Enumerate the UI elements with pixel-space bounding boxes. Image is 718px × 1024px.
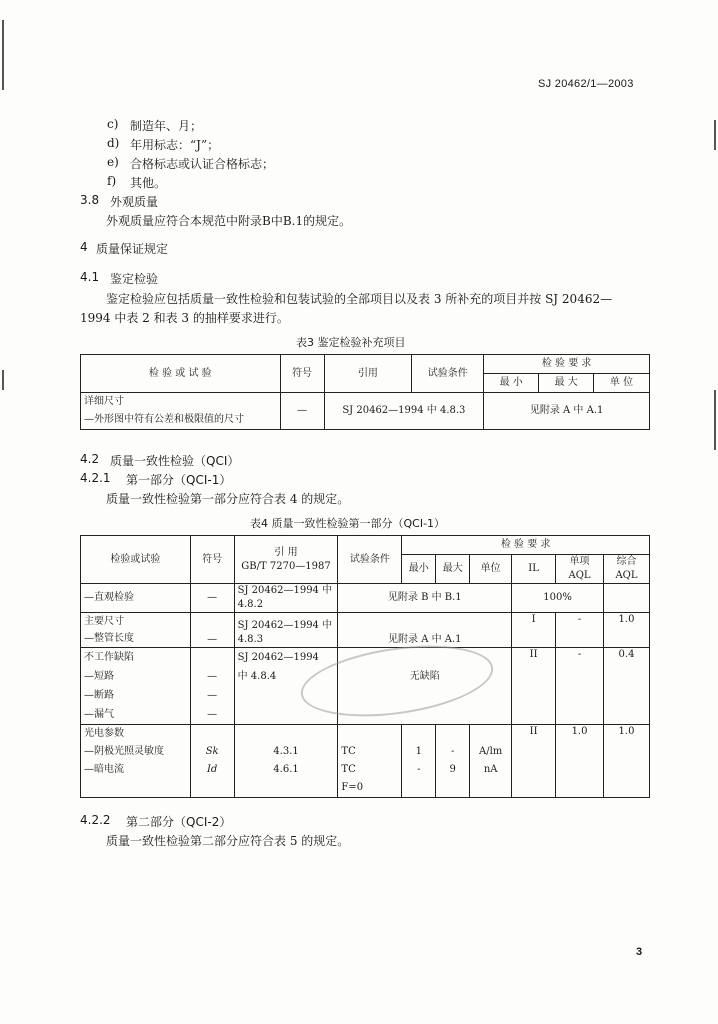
cell-text: 不工作缺陷	[84, 652, 134, 663]
table-cell: 见附录 B 中 B.1	[338, 584, 512, 613]
table-cell	[190, 648, 234, 725]
cell-text: TC	[341, 746, 356, 757]
table-cell	[81, 393, 281, 430]
cell-text: -	[451, 746, 455, 757]
cell-text: 4.3.1	[273, 746, 299, 757]
cell-text: AQL	[615, 570, 638, 581]
paragraph: 1994 中表 2 和表 3 的抽样要求进行。	[80, 311, 289, 325]
table-cell: —直观检验	[81, 584, 191, 613]
table-cell: 见附录 A 中 A.1	[484, 393, 650, 430]
header-cell: 最 小	[484, 374, 539, 393]
header-cell: 检 验 要 求	[484, 355, 650, 374]
paragraph: 质量一致性检验第二部分应符合表 5 的规定。	[106, 834, 350, 848]
table-cell	[338, 725, 402, 798]
header-cell	[234, 536, 338, 584]
cell-text: —	[207, 709, 218, 720]
scan-edge-mark	[714, 390, 716, 450]
section-number: 4	[80, 240, 88, 254]
header-cell: 试验条件	[412, 355, 484, 393]
scan-edge-mark	[714, 120, 716, 150]
cell-text: —短路	[84, 671, 114, 682]
list-mark: c)	[107, 117, 119, 131]
section-number: 3.8	[80, 193, 100, 207]
section-title: 外观质量	[110, 195, 159, 209]
page-number: 3	[636, 946, 643, 958]
paragraph: 鉴定检验应包括质量一致性检验和包装试验的全部项目以及表 3 所补充的项目并按 SJ 20462—	[106, 292, 613, 306]
cell-text: A/lm	[479, 746, 503, 757]
table-cell: II	[512, 648, 556, 725]
cell-text: —漏气	[84, 709, 114, 720]
cell-text: —	[207, 690, 218, 701]
table-cell	[470, 725, 512, 798]
cell-text: —暗电流	[84, 764, 124, 775]
cell-text: —外形图中符有公差和极限值的尺寸	[84, 414, 244, 425]
header-cell: 检验或试验	[81, 536, 191, 584]
cell-text: SJ 20462—1994	[237, 652, 319, 663]
table-cell	[81, 648, 191, 725]
table-cell	[81, 725, 191, 798]
scan-edge-mark	[2, 370, 4, 390]
cell-text: 4.6.1	[273, 764, 299, 775]
cell-text: 9	[449, 764, 456, 775]
cell-text: 光电参数	[84, 728, 124, 739]
cell-text: 引 用	[274, 546, 298, 558]
table-cell: 0.4	[603, 648, 649, 725]
header-cell: 单位	[470, 555, 512, 584]
cell-text: —整管长度	[84, 633, 134, 644]
header-cell	[556, 555, 604, 584]
cell-text: 综合	[616, 556, 637, 567]
table-cell: 1.0	[603, 725, 649, 798]
cell-text: —	[207, 671, 218, 682]
list-item: 合格标志或认证合格标志；	[130, 157, 275, 171]
cell-text: 主要尺寸	[84, 616, 124, 627]
cell-text: Sk	[205, 746, 219, 757]
table-caption: 表4 质量一致性检验第一部分（QCI-1）	[250, 517, 446, 530]
table-cell: SJ 20462—1994 中 4.8.3	[324, 393, 484, 430]
paragraph: 外观质量应符合本规范中附录B中B.1的规定。	[106, 214, 352, 228]
cell-text: Id	[206, 764, 218, 775]
cell-text: —阴极光照灵敏度	[84, 746, 164, 757]
table-cell: 1.0	[603, 613, 649, 648]
header-cell: 单 位	[594, 374, 650, 393]
table-cell: I	[512, 613, 556, 648]
table-cell	[402, 725, 436, 798]
header-cell: 最 大	[539, 374, 594, 393]
header-cell	[603, 555, 649, 584]
table-cell: —	[190, 584, 234, 613]
standard-number: SJ 20462/1—2003	[538, 78, 634, 90]
list-mark: d)	[107, 136, 120, 150]
table-cell	[234, 725, 338, 798]
section-number: 4.2	[80, 452, 100, 466]
header-cell: 符号	[280, 355, 324, 393]
cell-text: 单项	[569, 556, 590, 567]
header-cell: 最大	[436, 555, 470, 584]
section-title: 第二部分（QCI-2）	[126, 815, 232, 829]
section-title: 鉴定检验	[110, 272, 159, 286]
cell-text: AQL	[568, 570, 591, 581]
cell-text: 1	[415, 746, 422, 757]
table-cell: —	[190, 613, 234, 648]
section-number: 4.2.1	[80, 471, 111, 485]
header-cell: 符号	[190, 536, 234, 584]
table-3	[80, 354, 650, 430]
table-caption: 表3 鉴定检验补充项目	[296, 336, 406, 349]
table-cell: -	[556, 648, 604, 725]
cell-text: F=0	[341, 782, 364, 793]
table-cell: 100%	[512, 584, 604, 613]
cell-text: 中 4.8.4	[237, 671, 277, 682]
header-cell: 检 验 要 求	[402, 536, 650, 555]
table-cell	[81, 613, 191, 648]
section-title: 第一部分（QCI-1）	[126, 473, 232, 487]
list-item: 制造年、月；	[130, 119, 203, 133]
list-item: 其他。	[130, 176, 167, 190]
section-title: 质量一致性检验（QCI）	[110, 454, 240, 468]
table-cell	[603, 584, 649, 613]
table-cell: SJ 20462—1994 中 4.8.2	[234, 584, 338, 613]
table-cell: 1.0	[556, 725, 604, 798]
list-mark: e)	[107, 155, 119, 169]
header-cell: 试验条件	[338, 536, 402, 584]
table-cell: -	[556, 613, 604, 648]
table-cell	[436, 725, 470, 798]
table-cell: II	[512, 725, 556, 798]
list-mark: f)	[107, 174, 117, 188]
cell-text: -	[417, 764, 421, 775]
header-cell: 引用	[324, 355, 412, 393]
section-number: 4.1	[80, 270, 100, 284]
cell-text: 详细尺寸	[84, 396, 124, 407]
cell-text: TC	[341, 764, 356, 775]
header-cell: 检 验 或 试 验	[81, 355, 281, 393]
section-number: 4.2.2	[80, 813, 111, 827]
table-cell: 见附录 A 中 A.1	[338, 613, 512, 648]
table-cell: SJ 20462—1994 中 4.8.3	[234, 613, 338, 648]
cell-text: 无缺陷	[409, 671, 440, 682]
cell-text: nA	[483, 764, 498, 775]
scan-edge-mark	[2, 20, 4, 90]
section-title: 质量保证规定	[96, 242, 169, 256]
cell-text: GB/T 7270—1987	[241, 560, 331, 572]
cell-text: —断路	[84, 690, 114, 701]
list-item: 年用标志：“J”；	[130, 138, 220, 152]
paragraph: 质量一致性检验第一部分应符合表 4 的规定。	[106, 492, 350, 506]
header-cell: IL	[512, 555, 556, 584]
table-cell	[190, 725, 234, 798]
table-cell: —	[280, 393, 324, 430]
header-cell: 最小	[402, 555, 436, 584]
